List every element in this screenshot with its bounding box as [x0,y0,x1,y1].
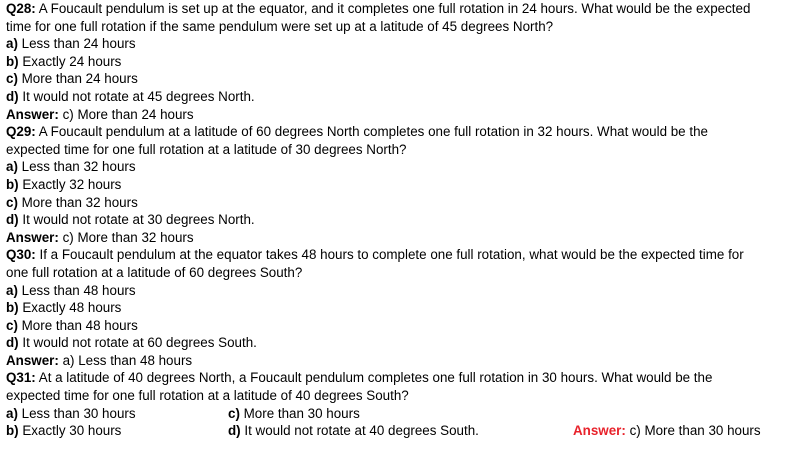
option-b [6,176,794,194]
option-a [6,282,794,300]
option-key: d) [6,88,19,104]
option-text: It would not rotate at 60 degrees South. [22,335,257,351]
option-a [6,405,136,423]
option-key: b) [6,176,19,192]
answer-line [6,352,794,370]
question-line-2: one full rotation at a latitude of 60 degrees South? [6,264,303,280]
option-key: d) [6,212,19,228]
question-number: Q31: [6,370,36,386]
option-text: Exactly 48 hours [22,300,122,316]
answer-text: a) Less than 48 hours [62,352,193,368]
option-key: c) [228,405,240,421]
options-grid [6,405,794,440]
option-key: b) [6,300,19,316]
option-text: More than 48 hours [21,317,138,333]
answer-line [6,229,794,247]
option-text: Less than 48 hours [21,282,136,298]
question-text: A Foucault pendulum at a latitude of 60 degrees North completes one full rotation in 32 hours. What would be the [38,124,708,140]
question-block-q29 [6,123,794,246]
question-block-q31 [6,369,794,439]
question-text: A Foucault pendulum is set up at the equator, and it completes one full rotation in 24 hours. What would be the expected [38,1,751,16]
option-text: It would not rotate at 45 degrees North. [22,88,255,104]
option-key: a) [6,36,18,52]
question-text: At a latitude of 40 degrees North, a Foucault pendulum completes one full rotation in 30 hours. What would be the [38,370,713,386]
option-text: Exactly 24 hours [22,53,122,69]
option-a [6,158,794,176]
option-b [6,422,121,440]
option-key: c) [6,194,18,210]
question-line-2: expected time for one full rotation at a latitude of 40 degrees South? [6,388,409,404]
option-a [6,35,794,53]
question-line-1 [6,0,794,18]
option-text: More than 32 hours [21,194,138,210]
option-d [6,88,794,106]
option-text: Less than 32 hours [21,159,136,175]
question-line-2: expected time for one full rotation at a latitude of 30 degrees North? [6,141,407,157]
option-c [228,405,360,423]
answer-text: c) More than 32 hours [62,229,194,245]
answer-line [6,106,794,124]
answer-text: c) More than 30 hours [629,423,761,439]
option-d [6,211,794,229]
option-b [6,53,794,71]
option-d [6,334,794,352]
question-block-q30 [6,246,794,369]
option-d [228,422,479,440]
question-line-2: time for one full rotation if the same pendulum were set up at a latitude of 45 degrees North? [6,18,554,34]
question-line-1 [6,369,794,387]
option-text: It would not rotate at 30 degrees North. [22,212,255,228]
option-key: b) [6,423,19,439]
option-text: Exactly 32 hours [22,176,122,192]
question-number: Q30: [6,247,36,263]
option-key: c) [6,317,18,333]
answer-line [573,422,761,440]
question-line-1 [6,123,794,141]
answer-text: c) More than 24 hours [62,106,194,122]
option-key: a) [6,282,18,298]
answer-label: Answer: [6,352,59,368]
option-text: Less than 24 hours [21,36,136,52]
answer-label: Answer: [6,229,59,245]
option-text: More than 24 hours [21,71,138,87]
option-key: d) [228,423,241,439]
question-number: Q29: [6,124,36,140]
option-text: More than 30 hours [243,405,360,421]
option-c [6,317,794,335]
option-key: b) [6,53,19,69]
option-key: c) [6,71,18,87]
answer-label: Answer: [6,106,59,122]
answer-label: Answer: [573,423,626,439]
option-key: d) [6,335,19,351]
question-number: Q28: [6,1,36,16]
option-key: a) [6,405,18,421]
quiz-document [6,0,794,440]
option-text: Exactly 30 hours [22,423,122,439]
option-text: It would not rotate at 40 degrees South. [244,423,479,439]
option-text: Less than 30 hours [21,405,136,421]
option-key: a) [6,159,18,175]
question-line-1 [6,246,794,264]
option-b [6,299,794,317]
option-c [6,194,794,212]
option-c [6,70,794,88]
question-block-q28 [6,0,794,123]
question-text: If a Foucault pendulum at the equator takes 48 hours to complete one full rotation, what would be the expected time for [39,247,744,263]
